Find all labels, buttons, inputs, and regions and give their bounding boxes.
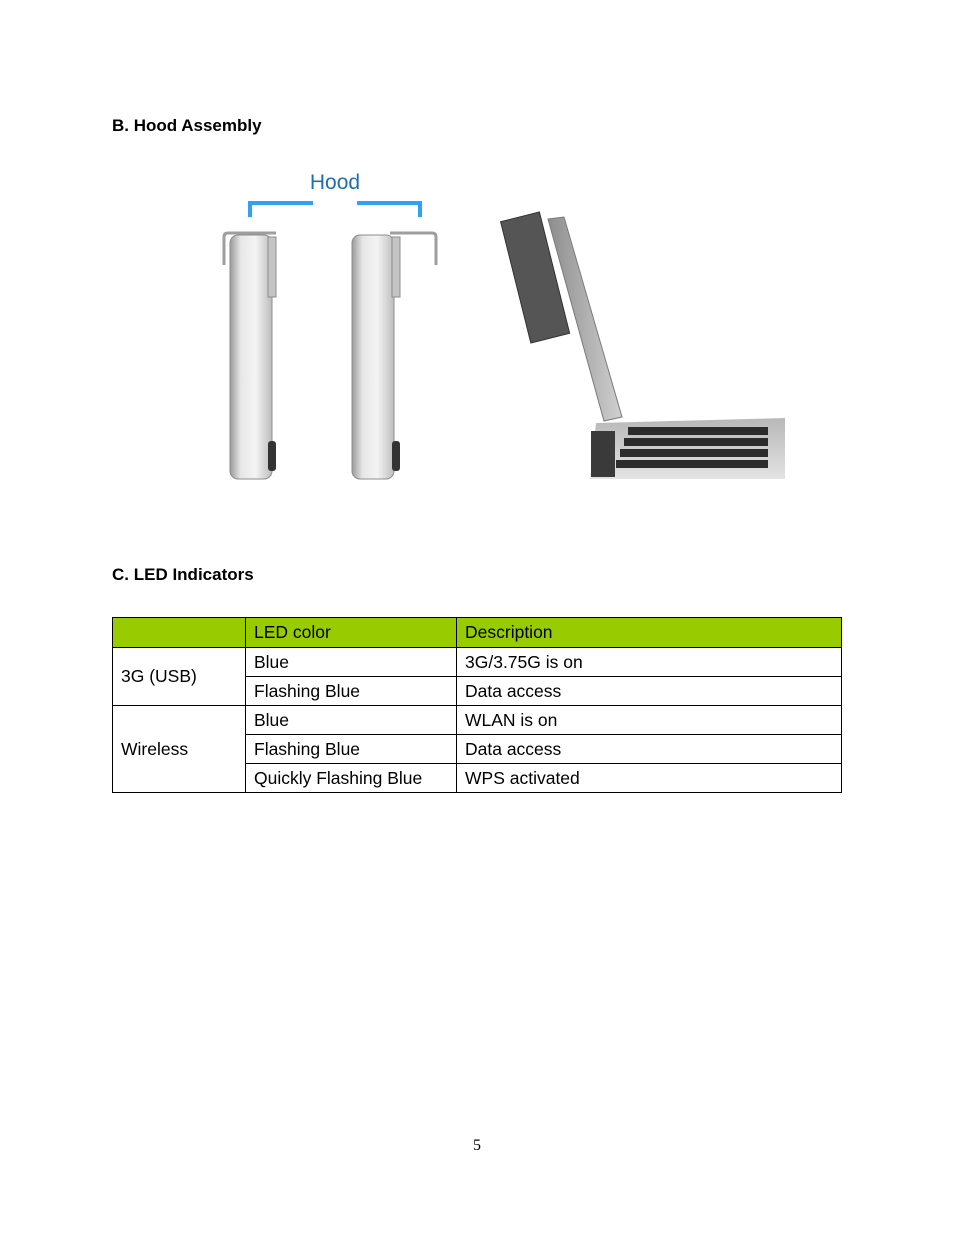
section-heading-hood-assembly: B. Hood Assembly [112, 116, 262, 135]
device-with-hood-left [224, 233, 276, 479]
table-row [113, 706, 842, 735]
table-header-row [113, 618, 842, 648]
group-cell-wireless: Wireless [113, 706, 246, 793]
led-color-cell: Flashing Blue [246, 677, 457, 706]
hood-illustration [210, 165, 800, 485]
led-color-cell: Blue [246, 706, 457, 735]
hood-label: Hood [309, 171, 361, 194]
header-cell-led-color: LED color [246, 618, 457, 648]
table-row [113, 648, 842, 677]
header-cell-empty [113, 618, 246, 648]
device-with-hood-right [352, 233, 436, 479]
laptop-with-device-photo [493, 183, 785, 479]
hood-bracket-left [250, 203, 313, 217]
description-cell: 3G/3.75G is on [457, 648, 842, 677]
description-cell: WPS activated [457, 764, 842, 793]
led-color-cell: Quickly Flashing Blue [246, 764, 457, 793]
hood-bracket-right [357, 203, 420, 217]
description-cell: Data access [457, 677, 842, 706]
led-indicator-table [112, 617, 842, 793]
description-cell: Data access [457, 735, 842, 764]
page-number: 5 [473, 1137, 481, 1154]
led-color-cell: Flashing Blue [246, 735, 457, 764]
hood-assembly-figure [210, 165, 800, 485]
led-color-cell: Blue [246, 648, 457, 677]
header-cell-description: Description [457, 618, 842, 648]
description-cell: WLAN is on [457, 706, 842, 735]
group-cell-3g-usb: 3G (USB) [113, 648, 246, 706]
section-heading-led-indicators: C. LED Indicators [112, 565, 254, 584]
